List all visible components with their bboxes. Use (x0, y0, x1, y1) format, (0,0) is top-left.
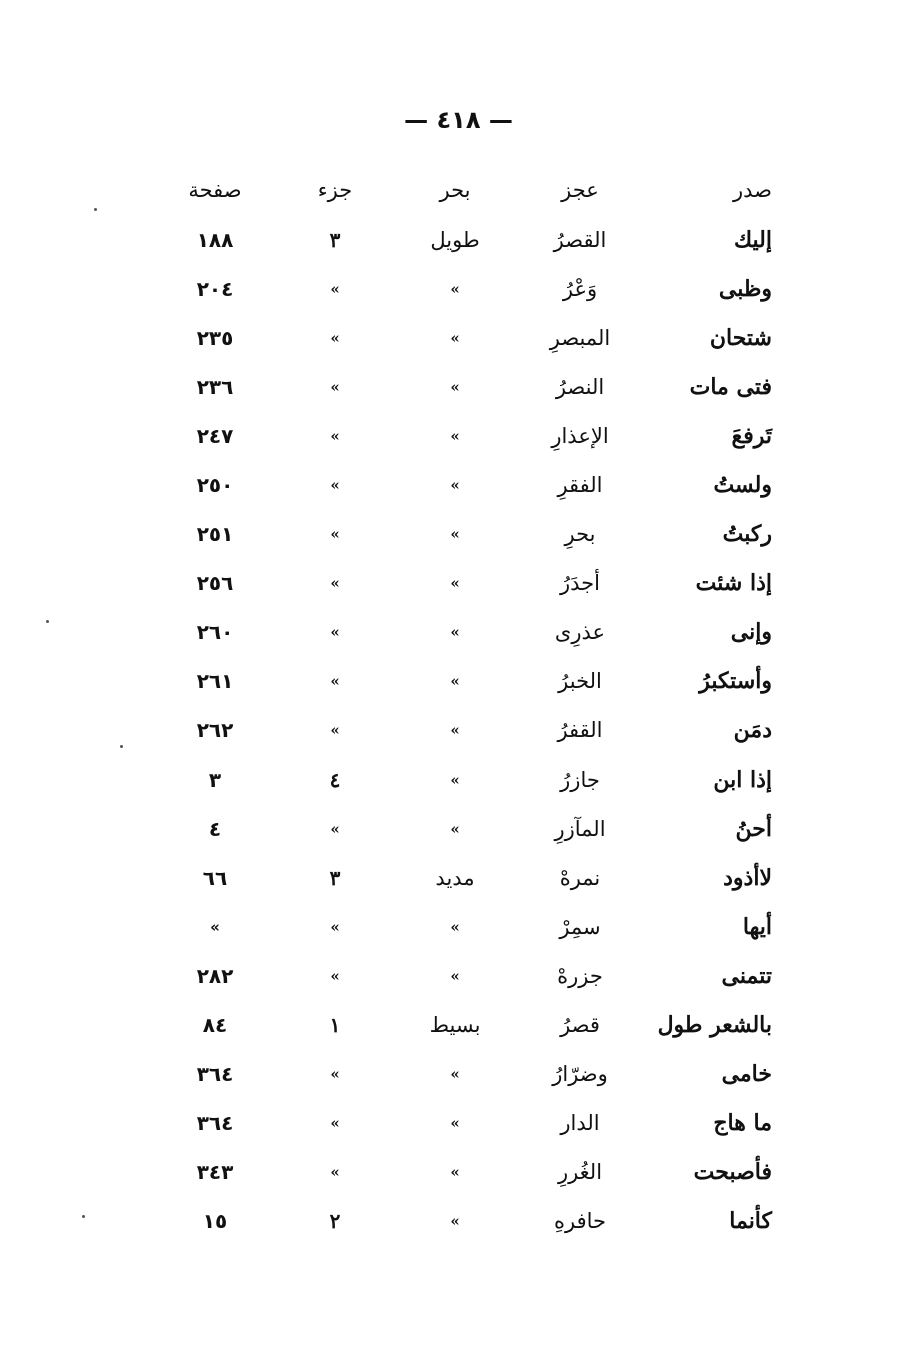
cell-sadr: أحنُ (735, 815, 772, 842)
header-sadr: صدر (733, 178, 772, 202)
cell-bahr: » (450, 1065, 460, 1084)
cell-ajz: بحرِ (564, 522, 596, 547)
table-row (150, 362, 780, 411)
cell-ajz: وَعْرُ (562, 276, 598, 301)
cell-ajz: الخبرُ (558, 669, 602, 694)
cell-sadr: وإنى (730, 619, 772, 646)
table-row (150, 313, 780, 362)
cell-ajz: أجدَرُ (560, 571, 600, 596)
cell-bahr: » (450, 1212, 460, 1231)
cell-bahr: » (450, 377, 460, 396)
cell-bahr: » (450, 623, 460, 642)
table-row (150, 657, 780, 706)
cell-sadr: كأنما (729, 1208, 772, 1235)
cell-ajz: القصرُ (553, 227, 607, 252)
table-row (150, 804, 780, 853)
cell-juz: » (330, 966, 340, 985)
cell-safha: ٢٠٤ (196, 276, 234, 301)
cell-ajz: الغُررِ (557, 1160, 603, 1185)
table-row (150, 755, 780, 804)
cell-bahr: بسيط (429, 1013, 481, 1038)
cell-safha: ٢٥٦ (196, 571, 234, 596)
cell-safha: ٢٦٢ (196, 718, 234, 743)
table-row (150, 1197, 780, 1246)
cell-sadr: إذا ابن (713, 766, 772, 793)
scan-speck (120, 745, 123, 748)
table-header (150, 165, 780, 215)
header-ajz: عجز (561, 178, 599, 202)
cell-safha: ٣٤٣ (196, 1160, 234, 1185)
cell-ajz: القفرُ (557, 718, 603, 743)
cell-juz: » (330, 476, 340, 495)
cell-safha: ٣٦٤ (196, 1062, 234, 1087)
cell-sadr: دمَن (733, 717, 772, 744)
cell-bahr: » (450, 966, 460, 985)
cell-sadr: تَرفعَ (731, 422, 772, 449)
table-row (150, 1001, 780, 1050)
cell-juz: » (330, 819, 340, 838)
cell-bahr: » (450, 574, 460, 593)
page-number: — ٤١٨ — (404, 106, 513, 134)
cell-juz: » (330, 1114, 340, 1133)
cell-juz: ٣ (329, 865, 341, 890)
cell-juz: ١ (329, 1013, 341, 1038)
cell-sadr: أيها (742, 913, 772, 940)
cell-ajz: الفقرِ (557, 473, 603, 498)
cell-safha: ٣ (208, 767, 222, 792)
cell-sadr: شتحان (709, 324, 772, 351)
cell-sadr: فتى مات (689, 373, 772, 400)
cell-bahr: » (450, 1114, 460, 1133)
cell-bahr: » (450, 672, 460, 691)
cell-ajz: جازرُ (560, 767, 600, 792)
table-row (150, 510, 780, 559)
cell-safha: ٢٨٢ (196, 963, 234, 988)
table-row (150, 608, 780, 657)
cell-ajz: الإعذارِ (551, 423, 609, 448)
cell-safha: ١٨٨ (196, 227, 234, 252)
cell-bahr: » (450, 917, 460, 936)
cell-bahr: » (450, 819, 460, 838)
cell-safha: ٢٤٧ (196, 423, 234, 448)
cell-juz: » (330, 377, 340, 396)
cell-ajz: قصرُ (560, 1013, 600, 1038)
cell-juz: » (330, 721, 340, 740)
cell-bahr: مديد (435, 865, 475, 890)
table-row (150, 706, 780, 755)
cell-juz: ٢ (329, 1209, 341, 1234)
table-row (150, 951, 780, 1000)
cell-safha: ٢٦٠ (196, 620, 234, 645)
cell-bahr: » (450, 1163, 460, 1182)
table-row (150, 215, 780, 264)
cell-bahr: » (450, 721, 460, 740)
cell-bahr: طويل (430, 227, 480, 252)
cell-ajz: نمرهْ (559, 865, 601, 890)
cell-sadr: إليك (734, 226, 772, 253)
table-row (150, 853, 780, 902)
cell-bahr: » (450, 328, 460, 347)
header-bahr: بحر (439, 178, 471, 202)
cell-juz: » (330, 279, 340, 298)
cell-ajz: سمِرْ (559, 914, 601, 939)
scan-speck (82, 1215, 85, 1218)
cell-juz: » (330, 574, 340, 593)
cell-ajz: جزرهْ (557, 963, 603, 988)
cell-juz: » (330, 1163, 340, 1182)
cell-bahr: » (450, 525, 460, 544)
cell-safha: ٣٦٤ (196, 1111, 234, 1136)
cell-sadr: إذا شئت (695, 570, 772, 597)
cell-ajz: المبصرِ (549, 325, 611, 350)
cell-ajz: النصرُ (555, 374, 605, 399)
cell-juz: ٣ (329, 227, 341, 252)
cell-juz: » (330, 328, 340, 347)
table-row (150, 1050, 780, 1099)
table-row (150, 411, 780, 460)
cell-juz: ٤ (329, 767, 341, 792)
cell-sadr: ما هاج (713, 1110, 772, 1137)
cell-juz: » (330, 525, 340, 544)
cell-sadr: ولستُ (713, 472, 772, 499)
cell-ajz: المآزرِ (554, 816, 606, 841)
table-row (150, 559, 780, 608)
cell-safha: ٢٥٠ (196, 473, 234, 498)
cell-sadr: لاأذود (723, 864, 772, 891)
cell-sadr: ركبتُ (722, 521, 772, 548)
poem-rhyme-index-table (150, 165, 780, 1246)
table-row (150, 1099, 780, 1148)
cell-safha: » (210, 917, 220, 936)
cell-sadr: تتمنى (721, 962, 772, 989)
cell-safha: ٢٦١ (196, 669, 234, 694)
cell-sadr: خامى (721, 1061, 772, 1088)
cell-sadr: بالشعر طول (657, 1012, 772, 1039)
table-row (150, 460, 780, 509)
cell-safha: ٢٥١ (196, 522, 234, 547)
cell-juz: » (330, 623, 340, 642)
cell-sadr: وظبى (718, 275, 772, 302)
cell-bahr: » (450, 770, 460, 789)
cell-bahr: » (450, 476, 460, 495)
cell-safha: ٢٣٥ (196, 325, 234, 350)
cell-sadr: فأصبحت (693, 1159, 772, 1186)
cell-safha: ٦٦ (202, 865, 228, 890)
cell-ajz: عذرِى (554, 620, 606, 645)
cell-sadr: وأستكبرُ (699, 668, 772, 695)
cell-safha: ٢٣٦ (196, 374, 234, 399)
cell-bahr: » (450, 426, 460, 445)
cell-safha: ٨٤ (202, 1013, 228, 1038)
cell-juz: » (330, 426, 340, 445)
cell-ajz: الدار (560, 1111, 600, 1136)
table-row (150, 264, 780, 313)
table-row (150, 902, 780, 951)
cell-juz: » (330, 672, 340, 691)
table-body (150, 215, 780, 1246)
header-row (150, 165, 780, 215)
header-juz: جزء (317, 178, 353, 202)
cell-ajz: وضرّارُ (552, 1062, 608, 1087)
cell-juz: » (330, 1065, 340, 1084)
cell-safha: ٤ (208, 816, 222, 841)
scan-speck (46, 620, 49, 623)
table-row (150, 1148, 780, 1197)
header-safha: صفحة (188, 178, 242, 202)
cell-safha: ١٥ (202, 1209, 228, 1234)
cell-bahr: » (450, 279, 460, 298)
cell-juz: » (330, 917, 340, 936)
scan-speck (94, 208, 97, 211)
cell-ajz: حافرهِ (553, 1209, 606, 1234)
